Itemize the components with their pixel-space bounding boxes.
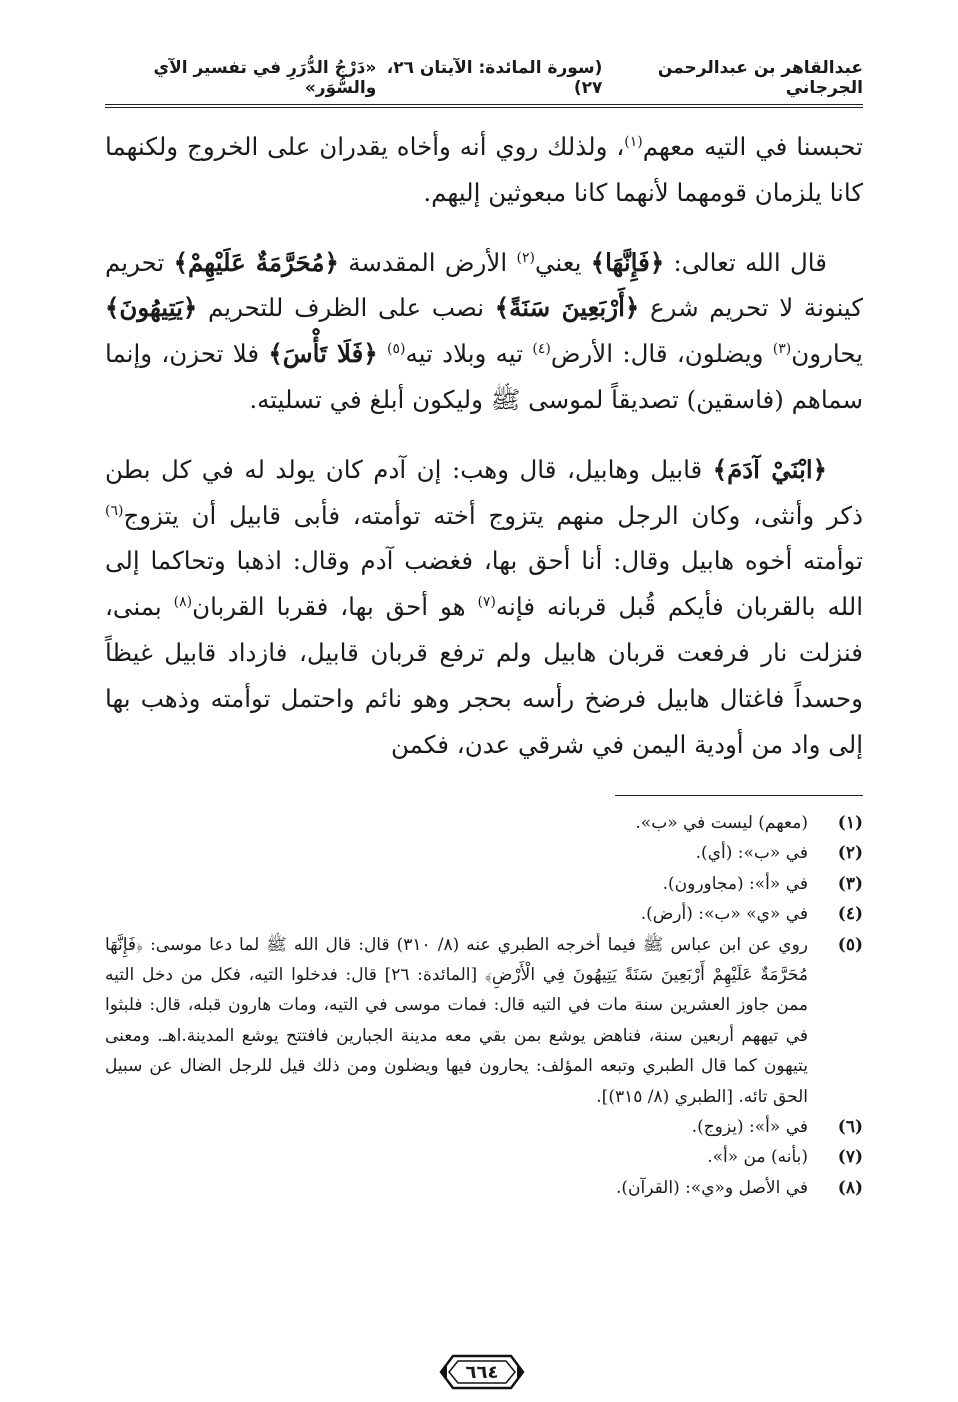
- paragraph-3: [105, 447, 863, 768]
- text-span: الأرض المقدسة: [338, 247, 517, 277]
- footnote-number: (١): [837, 813, 863, 833]
- footnote-ref-6: (٦): [105, 502, 124, 519]
- header-author: عبدالقاهر بن عبدالرحمن الجرجاني: [657, 58, 863, 98]
- header-book-title: «دَرْجُ الدُّرَرِ في تفسير الآي والسُّوَر»: [153, 58, 377, 98]
- text-span: قابيل وهابيل، قال وهب: إن آدم كان يولد له في كل بطن ذكر وأنثى، وكان الرجل منهم يتزوج أخته توأمته، فأبى قابيل أن يتزوج: [105, 454, 863, 530]
- quran-quote: ﴿يَتِيهُونَ﴾: [105, 293, 198, 323]
- text-span: تحبسنا في التيه معهم: [642, 132, 863, 161]
- text-span: تيه وبلاد تيه: [405, 339, 533, 369]
- quran-quote: ﴿أَرْبَعِينَ سَنَةً﴾: [494, 293, 640, 323]
- text-span: بمنى، فنزلت نار فرفعت قربان هابيل ولم ترفع قربان قابيل، فازداد قابيل غيظاً وحسداً فاغتال هابيل فرضخ رأسه بحجر وهو نائم واحتمل توأمته وذهب بها إلى واد من أودية اليمن في شرقي عدن، فكمن: [105, 592, 863, 759]
- paragraph-2: [105, 240, 863, 423]
- main-text: [105, 124, 863, 767]
- footnote-text: في «أ»: (مجاورون).: [662, 873, 808, 894]
- footnote-separator: [615, 795, 863, 796]
- text-span: توأمته أخوه هابيل وقال: أنا أحق بها، فغضب آدم وقال: اذهبا وتحاكما إلى الله بالقربان فأيكم قُبل قربانه فإنه: [105, 546, 863, 622]
- footnote-text: (معهم) ليست في «ب».: [635, 813, 808, 833]
- page-number: ٦٦٤: [465, 1361, 499, 1383]
- footnote-ref-3: (٣): [772, 341, 792, 358]
- footnote-number: (٦): [837, 1117, 863, 1138]
- text-span: يعني: [534, 247, 591, 277]
- footnote-text: في الأصل و«ي»: (القرآن).: [615, 1177, 808, 1198]
- text-span: ويضلون، قال: الأرض: [550, 339, 773, 369]
- running-header: [105, 58, 863, 98]
- paragraph-1: [105, 124, 863, 216]
- footnote-text: في «ب»: (أي).: [695, 843, 808, 864]
- footnote-ref-7: (٧): [477, 594, 496, 611]
- quran-quote: ﴿فَإِنَّهَا﴾: [590, 247, 665, 277]
- header-rule-thin: [105, 107, 863, 108]
- footnote-number: (٢): [837, 843, 863, 864]
- footnote-ref-8: (٨): [173, 594, 193, 611]
- footnote-text: في «أ»: (يزوج).: [691, 1117, 808, 1138]
- footnote-number: (٣): [837, 873, 863, 894]
- footnote: [105, 899, 863, 929]
- footnote-ref-5: (٥): [387, 341, 406, 358]
- quran-quote: ﴿ابْنَيْ آدَمَ﴾: [712, 454, 827, 484]
- text-span: [378, 339, 387, 368]
- footnote: [105, 1173, 863, 1203]
- footnote-text: روي عن ابن عباس ﷺ فيما أخرجه الطبري عنه (٨/ ٣١٠) قال: قال الله ﷺ لما دعا موسى: ﴿فَإِنَّهَا مُحَرَّمَةٌ عَلَيْهِمْ أَرْبَعِينَ سَنَةً يَتِيهُونَ فِي الْأَرْضِ﴾ [المائدة: ٢٦] قال: فدخلوا التيه، فكل من دخل التيه ممن جاوز العشرين سنة مات في التيه قال: فمات موسى في التيه، ومات هارون قبله، قال: فلبثوا في تيههم أربعين سنة، فناهض يوشع بمن بقي معه مدينة الجبارين فافتتح يوشع المدينة.اهـ. ومعنى يتيهون كما قال الطبري وتبعه المؤلف: يحارون فيها ويضلون ومن ذلك قيل للرجل الضال عن سبيل الحق تائه. [الطبري (٨/ ٣١٥)].: [105, 934, 808, 1107]
- footnote-number: (٧): [837, 1147, 863, 1168]
- footnote-number: (٤): [837, 904, 863, 925]
- footnote: [105, 1142, 863, 1172]
- text-span: تحريم كينونة لا تحريم شرع: [105, 247, 863, 323]
- text-span: فلا تحزن، وإنما سماهم (فاسقين) تصديقاً لموسى ﷺ وليكون أبلغ في تسليته.: [105, 339, 863, 414]
- footnote: [105, 808, 863, 838]
- header-surah-reference: (سورة المائدة: الآيتان ٢٦، ٢٧): [386, 58, 603, 98]
- footnote-number: (٥): [837, 934, 863, 955]
- text-span: يحارون: [791, 339, 864, 369]
- page-number-ornament: [439, 1352, 525, 1392]
- header-rule: [105, 104, 863, 105]
- quran-quote: ﴿مُحَرَّمَةٌ عَلَيْهِمْ﴾: [173, 247, 339, 277]
- footnote-number: (٨): [837, 1177, 863, 1198]
- footnote-ref-1: (١): [624, 133, 643, 150]
- footnote: [105, 869, 863, 899]
- footnote-text: في «ي» «ب»: (أرض).: [640, 904, 808, 925]
- text-span: قال الله تعالى:: [664, 247, 827, 277]
- footnote-ref-2: (٢): [516, 249, 535, 266]
- footnote: [105, 1112, 863, 1142]
- text-span: ، ولذلك روي أنه وأخاه يقدران على الخروج ولكنهما كانا يلزمان قومهما لأنهما كانا مبعوثين إليهم.: [105, 132, 863, 207]
- footnotes: [105, 808, 863, 1203]
- text-span: نصب على الظرف للتحريم: [197, 293, 495, 323]
- footnote: [105, 838, 863, 868]
- footnote-ref-4: (٤): [532, 341, 551, 358]
- footnote: [105, 930, 863, 1112]
- quran-quote: ﴿فَلَا تَأْسَ﴾: [268, 339, 378, 369]
- footnote-text: (بأنه) من «أ».: [707, 1147, 808, 1168]
- text-span: هو أحق بها، فقربا القربان: [192, 592, 478, 622]
